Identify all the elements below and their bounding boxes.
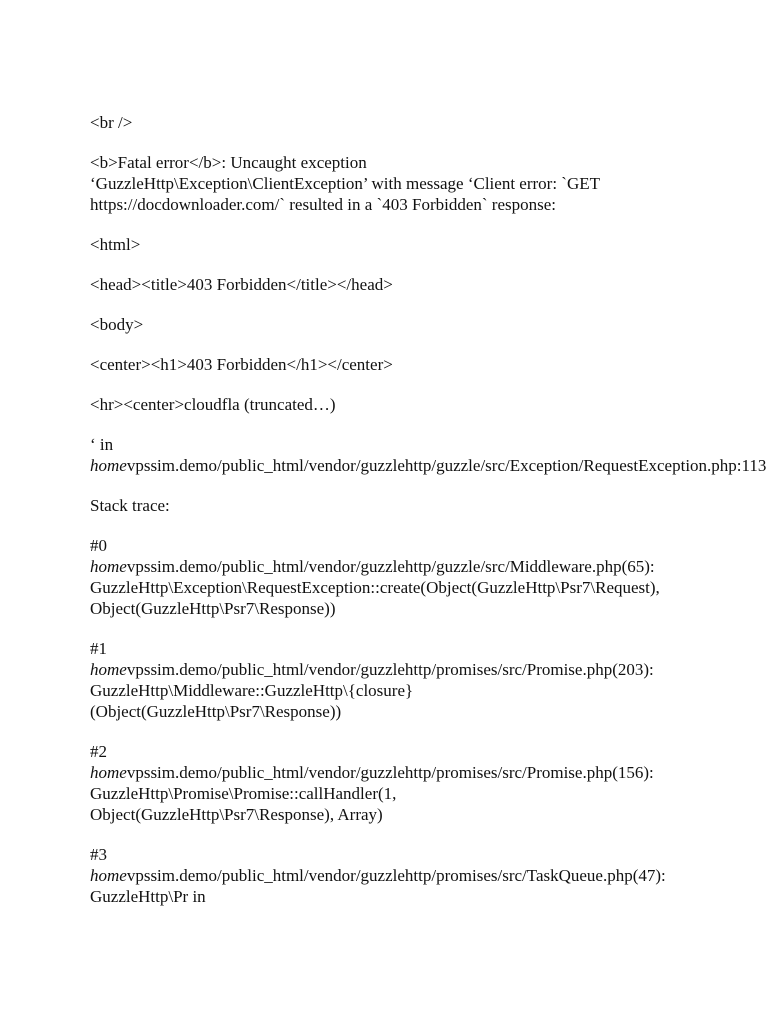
path-rest-segment: vpssim.demo/public_html/vendor/guzzlehttp/guzzle/src/Exception/RequestException.php:113 xyxy=(126,456,767,475)
frame-call-line: GuzzleHttp\Promise\Promise::callHandler(1, xyxy=(90,784,397,803)
fatal-error-paragraph xyxy=(90,152,678,215)
frame-args-line: Object(GuzzleHttp\Psr7\Response), Array) xyxy=(90,805,383,824)
path-italic-segment: home xyxy=(90,456,127,475)
path-rest-segment: vpssim.demo/public_html/vendor/guzzlehttp/promises/src/TaskQueue.php(47): xyxy=(126,866,666,885)
frame-number: #2 xyxy=(90,742,107,761)
frame-file-path xyxy=(90,762,678,783)
center-h1-line: <center><h1>403 Forbidden</h1></center> xyxy=(90,355,393,374)
stack-frame-1 xyxy=(90,638,678,722)
fatal-error-line-1: <b>Fatal error</b>: Uncaught exception xyxy=(90,153,367,172)
html-tag-line: <html> xyxy=(90,235,141,254)
path-rest-segment: vpssim.demo/public_html/vendor/guzzlehttp/guzzle/src/Middleware.php(65): xyxy=(126,557,655,576)
frame-file-path xyxy=(90,659,678,680)
body-tag-line: <body> xyxy=(90,315,144,334)
fatal-error-line-2: ‘GuzzleHttp\Exception\ClientException’ with message ‘Client error: `GET xyxy=(90,174,600,193)
frame-call-line: GuzzleHttp\Middleware::GuzzleHttp\{closure} xyxy=(90,681,414,700)
frame-number: #0 xyxy=(90,536,107,555)
path-italic-segment: home xyxy=(90,763,127,782)
path-italic-segment: home xyxy=(90,866,127,885)
frame-call-line: GuzzleHttp\Pr in xyxy=(90,887,206,906)
stack-frame-3 xyxy=(90,844,678,907)
fatal-error-line-3: https://docdownloader.com/` resulted in a `403 Forbidden` response: xyxy=(90,195,556,214)
stack-frame-2 xyxy=(90,741,678,825)
path-italic-segment: home xyxy=(90,660,127,679)
frame-file-path xyxy=(90,865,678,886)
stack-trace-label: Stack trace: xyxy=(90,496,170,515)
path-rest-segment: vpssim.demo/public_html/vendor/guzzlehttp/promises/src/Promise.php(203): xyxy=(126,660,654,679)
exception-in-label: ‘ in xyxy=(90,435,114,454)
path-italic-segment: home xyxy=(90,557,127,576)
document-body xyxy=(90,112,767,926)
frame-args-line: (Object(GuzzleHttp\Psr7\Response)) xyxy=(90,702,342,721)
exception-file-path xyxy=(90,455,767,476)
frame-call-line: GuzzleHttp\Exception\RequestException::create(Object(GuzzleHttp\Psr7\Request), xyxy=(90,578,660,597)
head-tag-line: <head><title>403 Forbidden</title></head> xyxy=(90,275,393,294)
frame-number: #3 xyxy=(90,845,107,864)
frame-args-line: Object(GuzzleHttp\Psr7\Response)) xyxy=(90,599,336,618)
frame-file-path xyxy=(90,556,678,577)
path-rest-segment: vpssim.demo/public_html/vendor/guzzlehttp/promises/src/Promise.php(156): xyxy=(126,763,654,782)
br-tag-line: <br /> xyxy=(90,113,133,132)
frame-number: #1 xyxy=(90,639,107,658)
stack-frame-0 xyxy=(90,535,678,619)
hr-center-line: <hr><center>cloudfla (truncated…) xyxy=(90,395,336,414)
exception-location-paragraph xyxy=(90,434,767,476)
